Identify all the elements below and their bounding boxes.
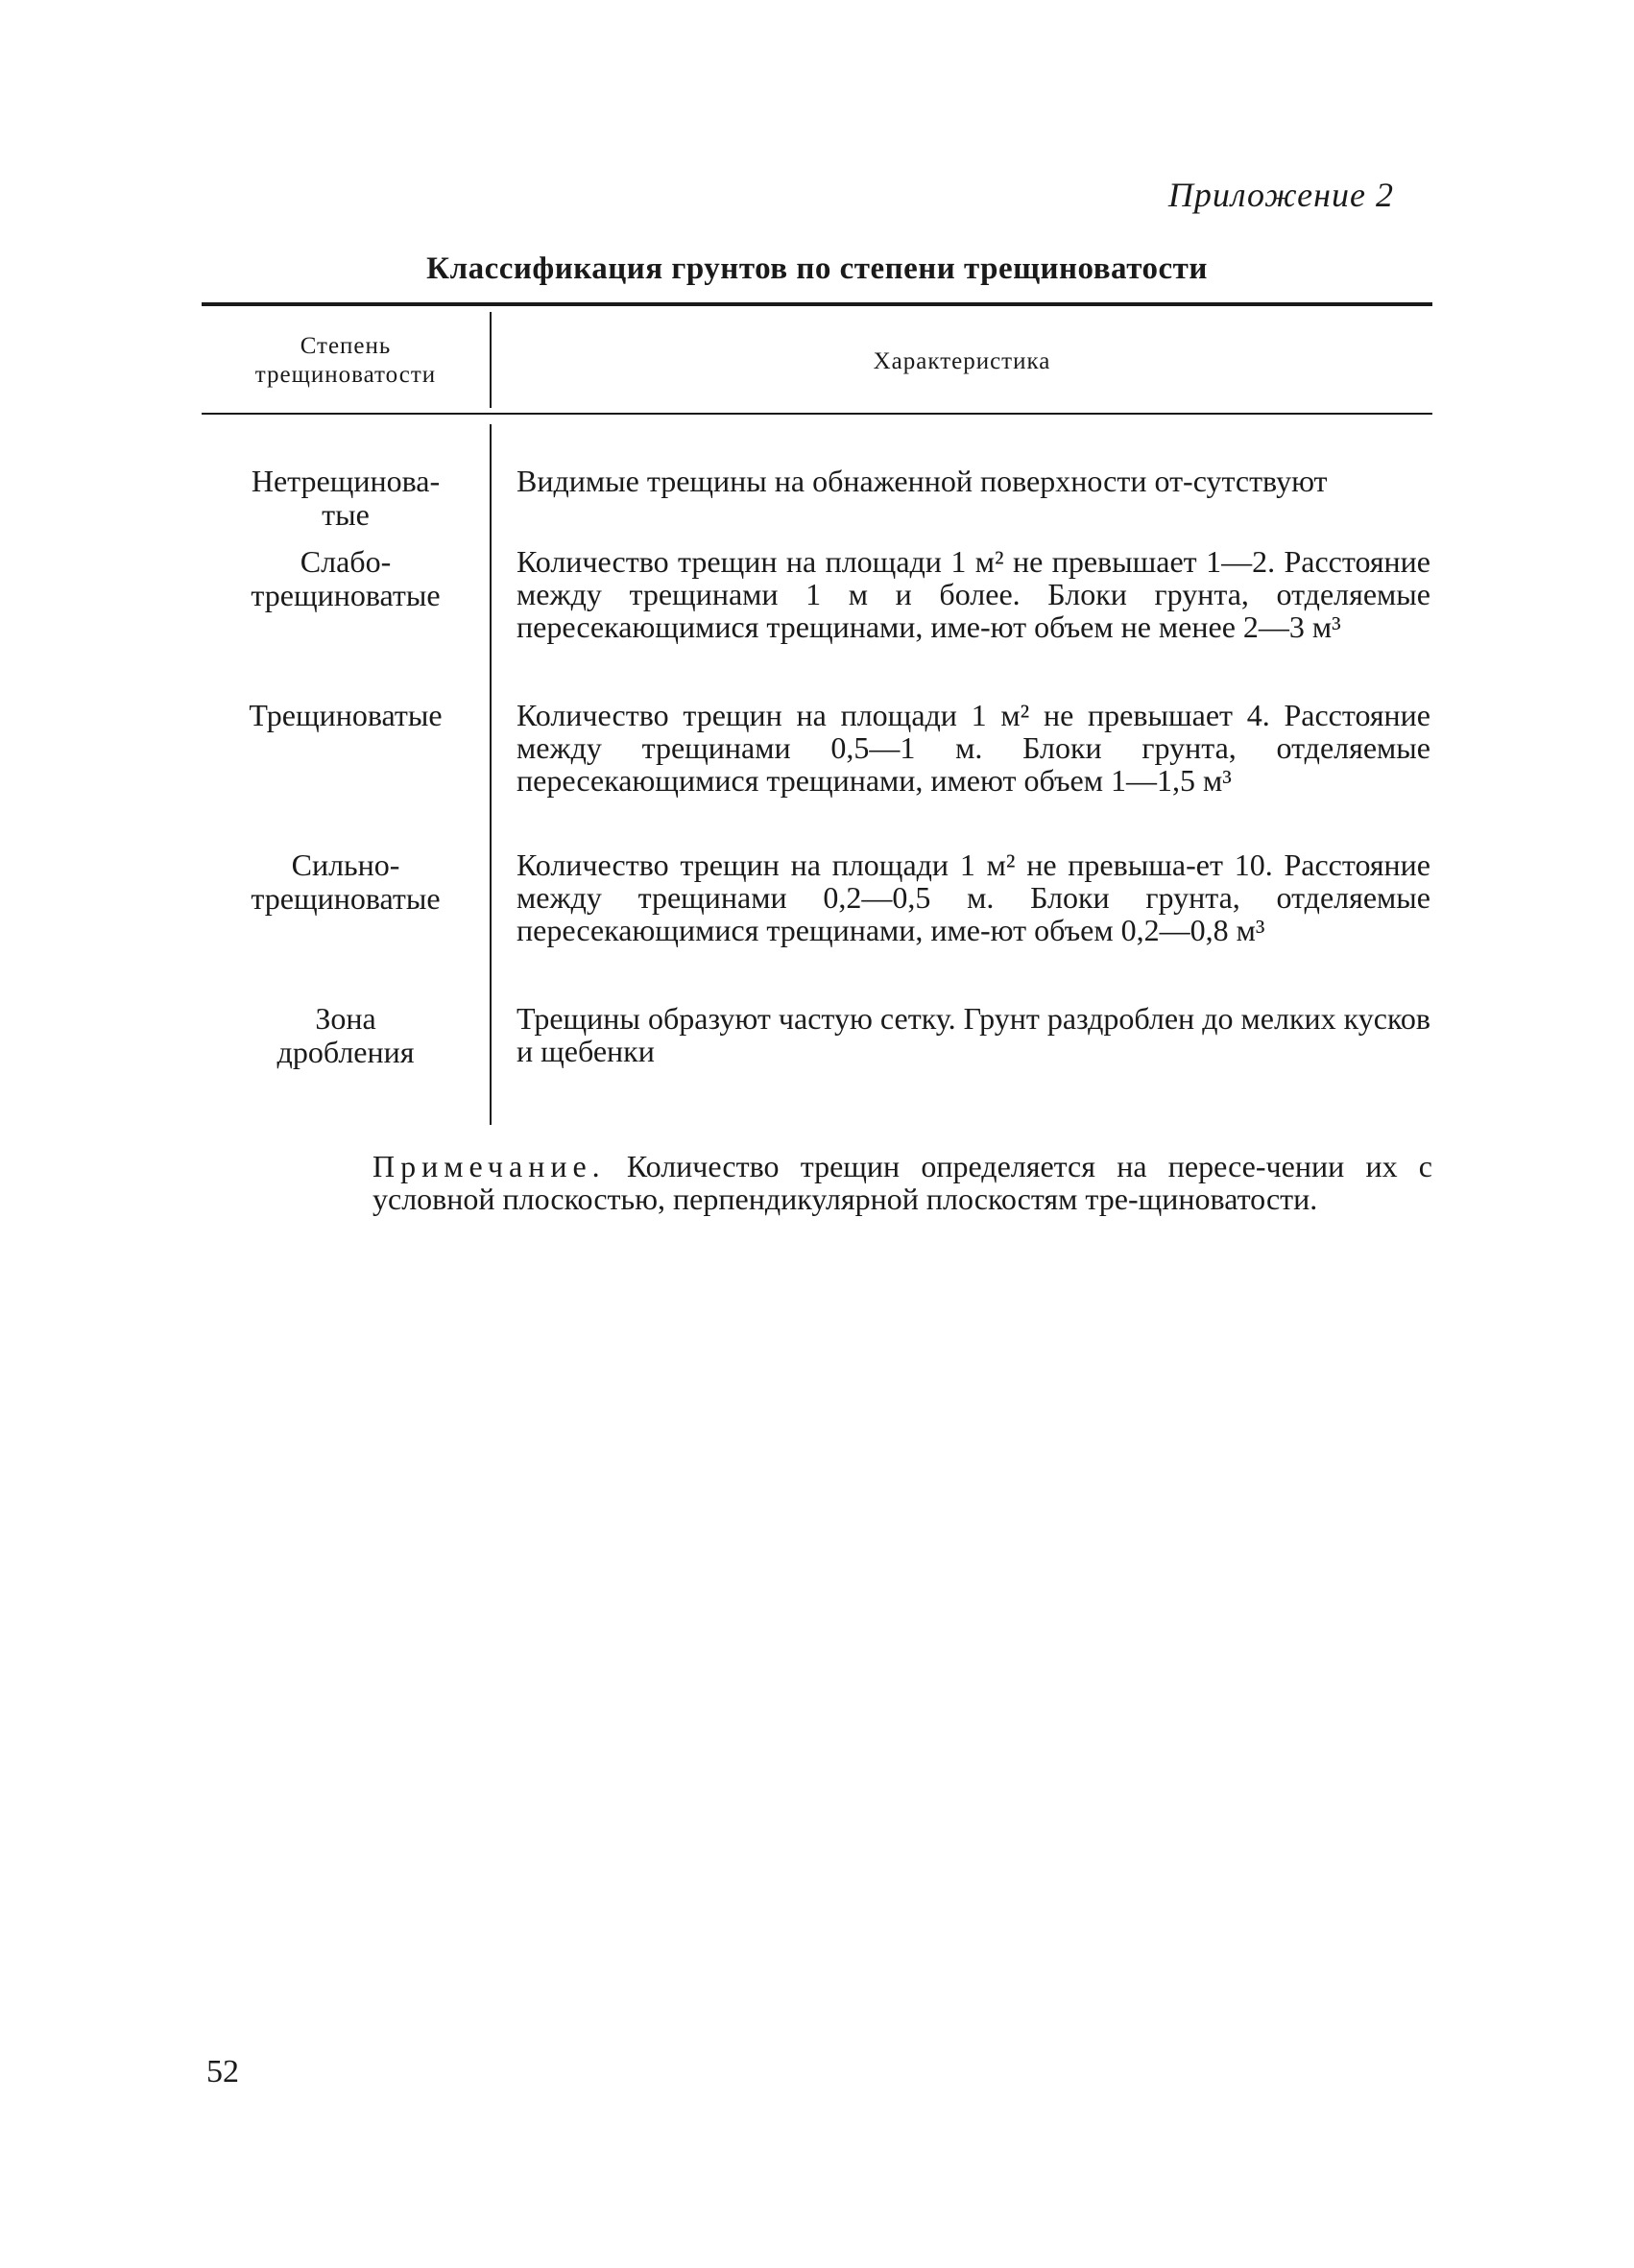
row-term: Нетрещинова- тые <box>251 464 441 532</box>
row-description: Видимые трещины на обнаженной поверхности от-сутствуют <box>517 464 1328 498</box>
page-number: 52 <box>206 2054 239 2089</box>
row-term: Слабо- трещиноватые <box>251 544 441 612</box>
row-term: Трещиноватые <box>249 698 443 732</box>
header-col-characteristic: Характеристика <box>873 348 1051 374</box>
table-top-rule <box>202 302 1432 306</box>
appendix-label: Приложение 2 <box>1167 176 1394 214</box>
row-description: Количество трещин на площади 1 м² не превышает 4. Расстояние между трещинами 0,5—1 м. Блоки грунта, отделяемые пересекающимися трещинами, имеют объем 1—1,5 м³ <box>517 698 1430 798</box>
row-description: Количество трещин на площади 1 м² не превышает 1—2. Расстояние между трещинами 1 м и более. Блоки грунта, отделяемые пересекающимися трещинами, име-ют объем не менее 2—3 м³ <box>517 544 1430 644</box>
header-col-degree: Степень трещиноватости <box>254 333 437 388</box>
table-header-rule <box>202 413 1432 415</box>
note-label: Примечание. <box>372 1149 606 1183</box>
row-description: Количество трещин на площади 1 м² не превыша-ет 10. Расстояние между трещинами 0,2—0,5 м. Блоки грунта, отделяемые пересекающимися трещинами, име-ют объем 0,2—0,8 м³ <box>517 848 1430 947</box>
table-title: Классификация грунтов по степени трещиноватости <box>426 251 1208 286</box>
row-description: Трещины образуют частую сетку. Грунт раздроблен до мелких кусков и щебенки <box>517 1001 1430 1068</box>
body-column-divider <box>490 424 492 1125</box>
row-term: Сильно- трещиноватые <box>251 848 441 916</box>
row-term: Зона дробления <box>276 1001 415 1069</box>
table-note <box>372 1150 1432 1215</box>
note-text: Количество трещин определяется на пересе-чении их с условной плоскостью, перпендикулярной плоскостям тре-щиноватости. <box>372 1149 1433 1216</box>
